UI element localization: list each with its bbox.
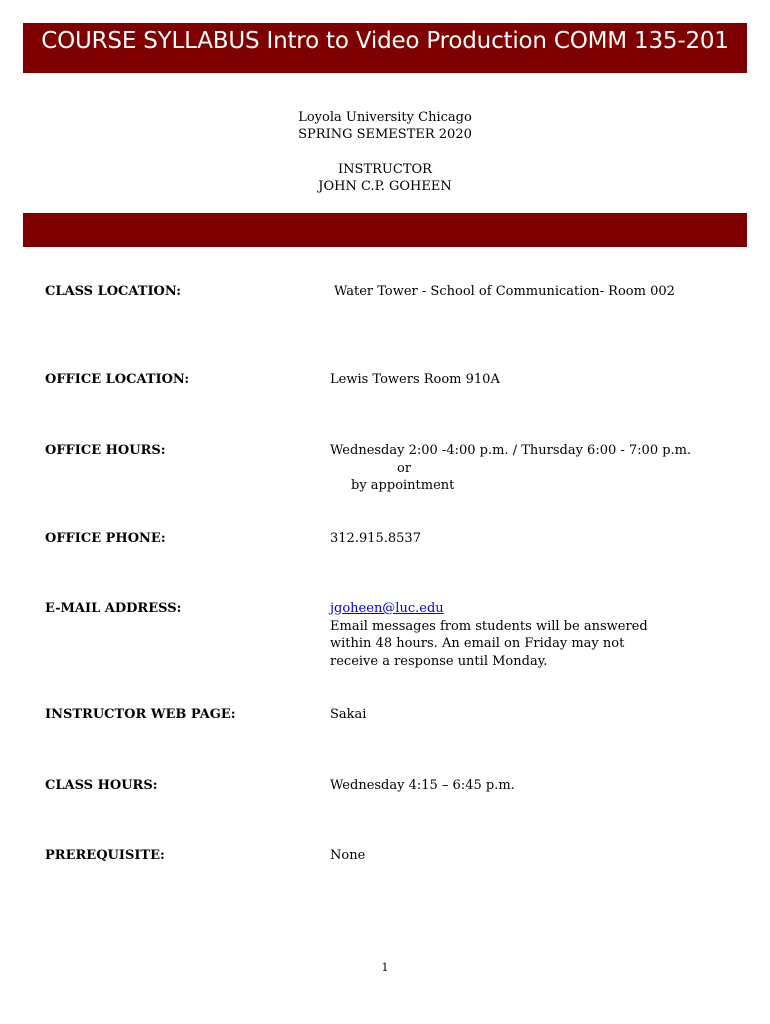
office-phone-label: OFFICE PHONE: [45, 531, 166, 546]
class-location-value: Water Tower - School of Communication- Room 002 [334, 284, 675, 299]
class-location-label: CLASS LOCATION: [45, 284, 182, 299]
instructor-header [0, 161, 770, 195]
email-note-line: within 48 hours. An email on Friday may not [330, 636, 625, 651]
instructor-name: JOHN C.P. GOHEEN [318, 179, 452, 194]
email-value [330, 600, 648, 670]
title-bar [23, 23, 747, 73]
class-hours-value: Wednesday 4:15 – 6:45 p.m. [330, 778, 515, 793]
office-hours-appointment: by appointment [351, 478, 455, 493]
prerequisite-value: None [330, 848, 366, 863]
office-location-value: Lewis Towers Room 910A [330, 372, 500, 387]
page-number: 1 [381, 961, 389, 974]
office-location-label: OFFICE LOCATION: [45, 372, 190, 387]
email-link[interactable]: jgoheen@luc.edu [330, 601, 444, 616]
web-page-label: INSTRUCTOR WEB PAGE: [45, 707, 236, 722]
email-note-line: Email messages from students will be answered [330, 618, 648, 634]
class-hours-label: CLASS HOURS: [45, 778, 158, 793]
university-header [0, 109, 770, 143]
instructor-label: INSTRUCTOR [338, 162, 432, 177]
email-note-line: receive a response until Monday. [330, 653, 548, 669]
email-label: E-MAIL ADDRESS: [45, 601, 182, 616]
office-hours-line: Wednesday 2:00 -4:00 p.m. / Thursday 6:00 - 7:00 p.m. [330, 443, 692, 458]
office-hours-label: OFFICE HOURS: [45, 443, 166, 458]
syllabus-title: COURSE SYLLABUS Intro to Video Production COMM 135-201 [41, 28, 729, 54]
semester: SPRING SEMESTER 2020 [298, 127, 472, 142]
office-phone-value: 312.915.8537 [330, 531, 421, 546]
divider-band [23, 213, 747, 247]
university-name: Loyola University Chicago [298, 110, 472, 125]
office-hours-or: or [397, 460, 412, 476]
web-page-value: Sakai [330, 707, 367, 722]
office-hours-value [330, 442, 691, 495]
prerequisite-label: PREREQUISITE: [45, 848, 165, 863]
